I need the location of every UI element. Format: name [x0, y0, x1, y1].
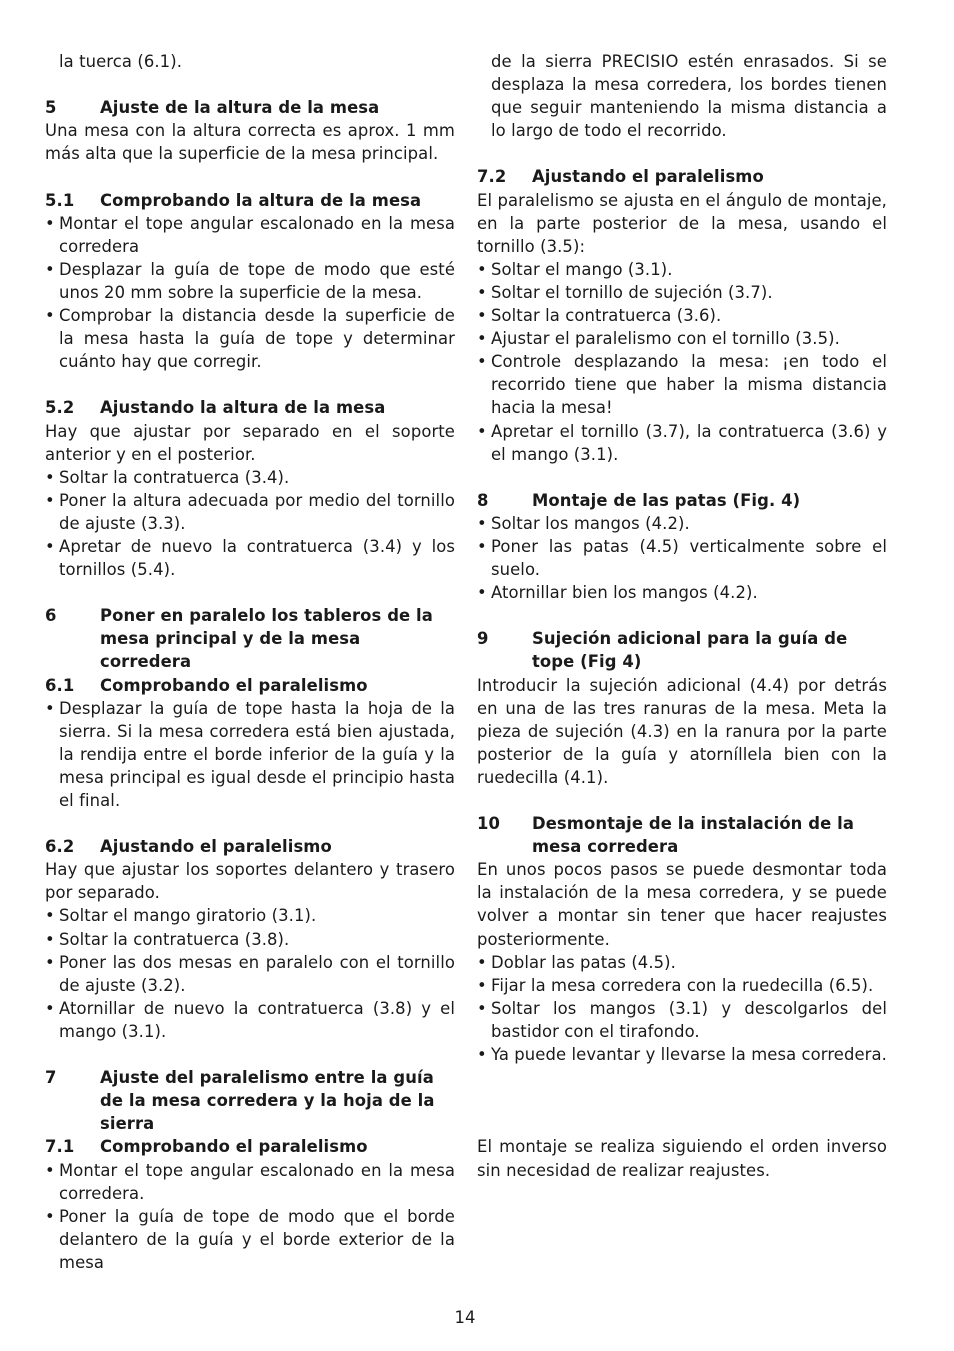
bullet-item — [45, 697, 455, 812]
section-heading-6-1 — [45, 674, 455, 697]
bullet-marker: • — [477, 259, 487, 279]
section-number: 5.2 — [45, 398, 75, 418]
bullet-text: Soltar el mango giratorio (3.1). — [59, 906, 317, 926]
paragraph: Una mesa con la altura correcta es aprox. 1 mm más alta que la superficie de la mesa principal. — [45, 121, 455, 164]
section-heading-7 — [45, 1066, 455, 1135]
bullet-marker: • — [477, 352, 487, 372]
bullet-marker: • — [45, 906, 55, 926]
bullet-marker: • — [45, 467, 55, 487]
paragraph: Introducir la sujeción adicional (4.4) por detrás en una de las tres ranuras de la mesa. Meta la pieza de sujeción (4.3) en la ranura por la parte posterior de la guía y atorníllela bien con la ruedecilla (4.1). — [477, 675, 887, 787]
bullet-item — [477, 350, 887, 419]
closing-paragraph: El montaje se realiza siguiendo el orden inverso sin necesidad de realizar reajustes. — [477, 1137, 887, 1180]
bullet-item — [45, 904, 455, 927]
bullet-text: Fijar la mesa corredera con la ruedecilla (6.5). — [491, 975, 874, 995]
continuation-text: de la sierra PRECISIO estén enrasados. Si se desplaza la mesa corredera, los bordes tienen que seguir manteniendo la misma distancia a lo largo de todo el recorrido. — [491, 52, 887, 141]
section-heading-10 — [477, 812, 887, 858]
left-column — [45, 50, 455, 1274]
section-heading-5 — [45, 96, 455, 119]
section-title: Ajuste del paralelismo entre la guía de la mesa corredera y la hoja de la sierra — [100, 1068, 435, 1134]
section-heading-8 — [477, 489, 887, 512]
bullet-marker: • — [477, 536, 487, 556]
bullet-item — [477, 258, 887, 281]
bullet-text: Poner la guía de tope de modo que el borde delantero de la guía y el borde exterior de la mesa — [59, 1206, 455, 1272]
paragraph: Hay que ajustar los soportes delantero y trasero por separado. — [45, 860, 455, 903]
bullet-marker: • — [45, 698, 55, 718]
bullet-marker: • — [45, 929, 55, 949]
bullet-text: Soltar el tornillo de sujeción (3.7). — [491, 282, 773, 302]
bullet-text: Soltar los mangos (4.2). — [491, 513, 690, 533]
bullet-text: Apretar el tornillo (3.7), la contratuerca (3.6) y el mango (3.1). — [491, 421, 887, 464]
paragraph: Hay que ajustar por separado en el soporte anterior y en el posterior. — [45, 421, 455, 464]
section-heading-6 — [45, 604, 455, 673]
bullet-marker: • — [477, 421, 487, 441]
section-title: Poner en paralelo los tableros de la mesa principal y de la mesa corredera — [100, 606, 433, 672]
bullet-item — [45, 212, 455, 258]
paragraph: En unos pocos pasos se puede desmontar toda la instalación de la mesa corredera, y se puede volver a montar sin tener que hacer reajustes posteriormente. — [477, 860, 887, 949]
bullet-item — [477, 1043, 887, 1066]
bullet-item — [45, 997, 455, 1043]
section-title: Ajustando el paralelismo — [100, 837, 332, 857]
section-heading-7-1 — [45, 1135, 455, 1158]
section-heading-5-2 — [45, 396, 455, 419]
section-number: 6 — [45, 606, 57, 626]
bullet-marker: • — [45, 259, 55, 279]
bullet-text: Ya puede levantar y llevarse la mesa corredera. — [491, 1045, 887, 1065]
bullet-item — [45, 304, 455, 373]
bullet-text: Atornillar de nuevo la contratuerca (3.8) y el mango (3.1). — [59, 998, 455, 1041]
bullet-item — [45, 1205, 455, 1274]
section-number: 6.1 — [45, 675, 75, 695]
section-number: 6.2 — [45, 837, 75, 857]
bullet-marker: • — [477, 513, 487, 533]
bullet-item — [477, 512, 887, 535]
section-heading-9 — [477, 627, 887, 673]
bullet-text: Controle desplazando la mesa: ¡en todo el recorrido tiene que haber la misma distancia hacia la mesa! — [491, 352, 887, 418]
bullet-marker: • — [45, 536, 55, 556]
bullet-item — [477, 951, 887, 974]
section-title: Ajuste de la altura de la mesa — [100, 98, 380, 118]
section-title: Desmontaje de la instalación de la mesa corredera — [532, 814, 854, 857]
bullet-marker: • — [45, 1206, 55, 1226]
section-heading-6-2 — [45, 835, 455, 858]
section-title: Ajustando la altura de la mesa — [100, 398, 386, 418]
page-number: 14 — [454, 1308, 476, 1327]
bullet-text: Apretar de nuevo la contratuerca (3.4) y los tornillos (5.4). — [59, 536, 455, 580]
bullet-text: Montar el tope angular escalonado en la mesa corredera. — [59, 1160, 455, 1203]
bullet-item — [477, 327, 887, 350]
section-heading-7-2 — [477, 165, 887, 188]
bullet-text: Atornillar bien los mangos (4.2). — [491, 583, 758, 603]
bullet-marker: • — [477, 975, 487, 995]
bullet-item — [45, 535, 455, 581]
section-title: Comprobando la altura de la mesa — [100, 190, 422, 210]
section-number: 5 — [45, 98, 57, 118]
bullet-marker: • — [477, 998, 487, 1018]
bullet-marker: • — [477, 583, 487, 603]
bullet-text: Poner las patas (4.5) verticalmente sobre el suelo. — [491, 536, 887, 580]
bullet-marker: • — [477, 1045, 487, 1065]
section-title: Sujeción adicional para la guía de tope (Fig 4) — [532, 629, 848, 672]
continuation-text: la tuerca (6.1). — [59, 52, 183, 71]
bullet-text: Soltar la contratuerca (3.8). — [59, 929, 290, 949]
bullet-text: Desplazar la guía de tope hasta la hoja de la sierra. Si la mesa corredera está bien ajustada, la rendija entre el borde inferior de la guía y la mesa principal es igual desde el principio hasta el final. — [59, 698, 455, 810]
bullet-marker: • — [45, 213, 55, 233]
bullet-item — [45, 489, 455, 535]
bullet-text: Soltar la contratuerca (3.6). — [491, 306, 722, 326]
bullet-item — [477, 420, 887, 466]
right-column — [477, 50, 887, 1182]
bullet-marker: • — [45, 1160, 55, 1180]
paragraph: El paralelismo se ajusta en el ángulo de montaje, en la parte posterior de la mesa, usando el tornillo (3.5): — [477, 190, 887, 256]
bullet-text: Poner la altura adecuada por medio del tornillo de ajuste (3.3). — [59, 490, 455, 533]
bullet-text: Doblar las patas (4.5). — [491, 952, 676, 972]
bullet-marker: • — [45, 490, 55, 510]
bullet-item — [477, 581, 887, 604]
section-title: Comprobando el paralelismo — [100, 1137, 368, 1157]
bullet-item — [477, 281, 887, 304]
bullet-text: Poner las dos mesas en paralelo con el tornillo de ajuste (3.2). — [59, 952, 455, 995]
bullet-text: Comprobar la distancia desde la superficie de la mesa hasta la guía de tope y determinar cuánto hay que corregir. — [59, 306, 455, 372]
section-number: 5.1 — [45, 190, 75, 210]
section-number: 7.2 — [477, 167, 507, 187]
section-number: 7.1 — [45, 1137, 75, 1157]
bullet-item — [45, 466, 455, 489]
bullet-item — [477, 535, 887, 581]
bullet-marker: • — [477, 282, 487, 302]
bullet-item — [477, 304, 887, 327]
bullet-marker: • — [477, 306, 487, 326]
section-heading-5-1 — [45, 189, 455, 212]
section-number: 10 — [477, 814, 501, 834]
bullet-item — [477, 974, 887, 997]
section-title: Montaje de las patas (Fig. 4) — [532, 490, 801, 510]
section-number: 8 — [477, 490, 489, 510]
section-title: Ajustando el paralelismo — [532, 167, 764, 187]
bullet-marker: • — [477, 329, 487, 349]
bullet-text: Ajustar el paralelismo con el tornillo (3.5). — [491, 329, 840, 349]
bullet-item — [45, 951, 455, 997]
section-number: 7 — [45, 1068, 57, 1088]
bullet-text: Soltar el mango (3.1). — [491, 259, 673, 279]
bullet-item — [477, 997, 887, 1043]
bullet-marker: • — [477, 952, 487, 972]
bullet-text: Soltar la contratuerca (3.4). — [59, 467, 290, 487]
bullet-text: Desplazar la guía de tope de modo que esté unos 20 mm sobre la superficie de la mesa. — [59, 259, 455, 302]
bullet-marker: • — [45, 952, 55, 972]
section-title: Comprobando el paralelismo — [100, 675, 368, 695]
bullet-marker: • — [45, 998, 55, 1018]
bullet-marker: • — [45, 306, 55, 326]
bullet-text: Soltar los mangos (3.1) y descolgarlos del bastidor con el tirafondo. — [491, 998, 887, 1041]
bullet-text: Montar el tope angular escalonado en la mesa corredera — [59, 213, 455, 256]
bullet-item — [45, 928, 455, 951]
bullet-item — [45, 1159, 455, 1205]
bullet-item — [45, 258, 455, 304]
section-number: 9 — [477, 629, 489, 649]
